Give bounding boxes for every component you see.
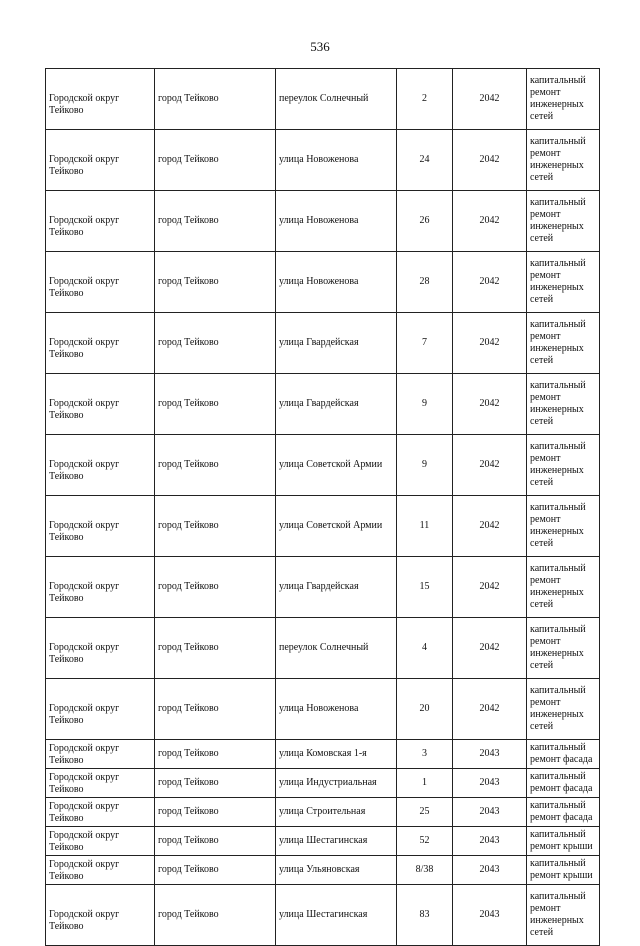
city-cell: город Тейково: [155, 313, 276, 374]
city-cell: город Тейково: [155, 679, 276, 740]
municipal-district-cell: Городской округ Тейково: [46, 827, 155, 856]
municipal-district-cell: Городской округ Тейково: [46, 769, 155, 798]
street-cell: улица Советской Армии: [276, 496, 397, 557]
year-cell: 2042: [453, 679, 527, 740]
city-cell: город Тейково: [155, 769, 276, 798]
year-cell: 2042: [453, 130, 527, 191]
work-type-cell: капитальный ремонт фасада: [527, 769, 600, 798]
street-cell: улица Новоженова: [276, 252, 397, 313]
house-number-cell: 24: [397, 130, 453, 191]
work-type-cell: капитальный ремонт фасада: [527, 798, 600, 827]
city-cell: город Тейково: [155, 69, 276, 130]
table-row: [46, 191, 600, 252]
city-cell: город Тейково: [155, 798, 276, 827]
city-cell: город Тейково: [155, 496, 276, 557]
year-cell: 2043: [453, 885, 527, 946]
city-cell: город Тейково: [155, 885, 276, 946]
work-type-cell: капитальный ремонт инженерных сетей: [527, 679, 600, 740]
street-cell: улица Строительная: [276, 798, 397, 827]
municipal-district-cell: Городской округ Тейково: [46, 191, 155, 252]
municipal-district-cell: Городской округ Тейково: [46, 435, 155, 496]
city-cell: город Тейково: [155, 740, 276, 769]
work-type-cell: капитальный ремонт инженерных сетей: [527, 496, 600, 557]
municipal-district-cell: Городской округ Тейково: [46, 374, 155, 435]
work-type-cell: капитальный ремонт инженерных сетей: [527, 557, 600, 618]
year-cell: 2043: [453, 769, 527, 798]
work-type-cell: капитальный ремонт инженерных сетей: [527, 313, 600, 374]
municipal-district-cell: Городской округ Тейково: [46, 252, 155, 313]
work-type-cell: капитальный ремонт инженерных сетей: [527, 69, 600, 130]
table-row: [46, 374, 600, 435]
house-number-cell: 9: [397, 374, 453, 435]
table-row: [46, 557, 600, 618]
table-row: [46, 740, 600, 769]
year-cell: 2042: [453, 496, 527, 557]
street-cell: улица Новоженова: [276, 130, 397, 191]
street-cell: улица Советской Армии: [276, 435, 397, 496]
table-row: [46, 435, 600, 496]
table-row: [46, 130, 600, 191]
work-type-cell: капитальный ремонт инженерных сетей: [527, 618, 600, 679]
street-cell: улица Шестагинская: [276, 827, 397, 856]
street-cell: улица Ульяновская: [276, 856, 397, 885]
street-cell: улица Гвардейская: [276, 557, 397, 618]
city-cell: город Тейково: [155, 252, 276, 313]
work-type-cell: капитальный ремонт инженерных сетей: [527, 885, 600, 946]
municipal-district-cell: Городской округ Тейково: [46, 740, 155, 769]
municipal-district-cell: Городской округ Тейково: [46, 856, 155, 885]
municipal-district-cell: Городской округ Тейково: [46, 69, 155, 130]
year-cell: 2042: [453, 557, 527, 618]
work-type-cell: капитальный ремонт инженерных сетей: [527, 130, 600, 191]
page-number: 536: [310, 39, 330, 54]
city-cell: город Тейково: [155, 374, 276, 435]
house-number-cell: 83: [397, 885, 453, 946]
house-number-cell: 7: [397, 313, 453, 374]
municipal-district-cell: Городской округ Тейково: [46, 496, 155, 557]
year-cell: 2042: [453, 69, 527, 130]
house-number-cell: 15: [397, 557, 453, 618]
work-type-cell: капитальный ремонт инженерных сетей: [527, 435, 600, 496]
municipal-district-cell: Городской округ Тейково: [46, 130, 155, 191]
city-cell: город Тейково: [155, 191, 276, 252]
street-cell: улица Гвардейская: [276, 313, 397, 374]
table-row: [46, 827, 600, 856]
street-cell: улица Комовская 1-я: [276, 740, 397, 769]
year-cell: 2043: [453, 798, 527, 827]
work-type-cell: капитальный ремонт инженерных сетей: [527, 191, 600, 252]
city-cell: город Тейково: [155, 618, 276, 679]
repair-schedule-table: [45, 68, 600, 946]
house-number-cell: 8/38: [397, 856, 453, 885]
work-type-cell: капитальный ремонт крыши: [527, 827, 600, 856]
city-cell: город Тейково: [155, 827, 276, 856]
street-cell: переулок Солнечный: [276, 69, 397, 130]
municipal-district-cell: Городской округ Тейково: [46, 313, 155, 374]
table-body: [46, 69, 600, 946]
work-type-cell: капитальный ремонт инженерных сетей: [527, 252, 600, 313]
house-number-cell: 28: [397, 252, 453, 313]
year-cell: 2042: [453, 374, 527, 435]
work-type-cell: капитальный ремонт крыши: [527, 856, 600, 885]
table-row: [46, 618, 600, 679]
street-cell: улица Новоженова: [276, 191, 397, 252]
year-cell: 2042: [453, 435, 527, 496]
city-cell: город Тейково: [155, 557, 276, 618]
street-cell: улица Гвардейская: [276, 374, 397, 435]
house-number-cell: 4: [397, 618, 453, 679]
work-type-cell: капитальный ремонт инженерных сетей: [527, 374, 600, 435]
table-row: [46, 769, 600, 798]
table-row: [46, 69, 600, 130]
table-row: [46, 885, 600, 946]
year-cell: 2042: [453, 191, 527, 252]
house-number-cell: 9: [397, 435, 453, 496]
house-number-cell: 52: [397, 827, 453, 856]
table-row: [46, 496, 600, 557]
municipal-district-cell: Городской округ Тейково: [46, 557, 155, 618]
street-cell: улица Новоженова: [276, 679, 397, 740]
table-row: [46, 313, 600, 374]
work-type-cell: капитальный ремонт фасада: [527, 740, 600, 769]
year-cell: 2043: [453, 827, 527, 856]
municipal-district-cell: Городской округ Тейково: [46, 618, 155, 679]
table-row: [46, 798, 600, 827]
street-cell: улица Индустриальная: [276, 769, 397, 798]
municipal-district-cell: Городской округ Тейково: [46, 798, 155, 827]
street-cell: улица Шестагинская: [276, 885, 397, 946]
table-row: [46, 856, 600, 885]
year-cell: 2043: [453, 740, 527, 769]
house-number-cell: 2: [397, 69, 453, 130]
city-cell: город Тейково: [155, 856, 276, 885]
city-cell: город Тейково: [155, 130, 276, 191]
year-cell: 2042: [453, 618, 527, 679]
house-number-cell: 26: [397, 191, 453, 252]
house-number-cell: 11: [397, 496, 453, 557]
year-cell: 2042: [453, 252, 527, 313]
house-number-cell: 1: [397, 769, 453, 798]
table-row: [46, 679, 600, 740]
house-number-cell: 20: [397, 679, 453, 740]
house-number-cell: 3: [397, 740, 453, 769]
year-cell: 2042: [453, 313, 527, 374]
municipal-district-cell: Городской округ Тейково: [46, 885, 155, 946]
street-cell: переулок Солнечный: [276, 618, 397, 679]
house-number-cell: 25: [397, 798, 453, 827]
municipal-district-cell: Городской округ Тейково: [46, 679, 155, 740]
table-row: [46, 252, 600, 313]
city-cell: город Тейково: [155, 435, 276, 496]
year-cell: 2043: [453, 856, 527, 885]
